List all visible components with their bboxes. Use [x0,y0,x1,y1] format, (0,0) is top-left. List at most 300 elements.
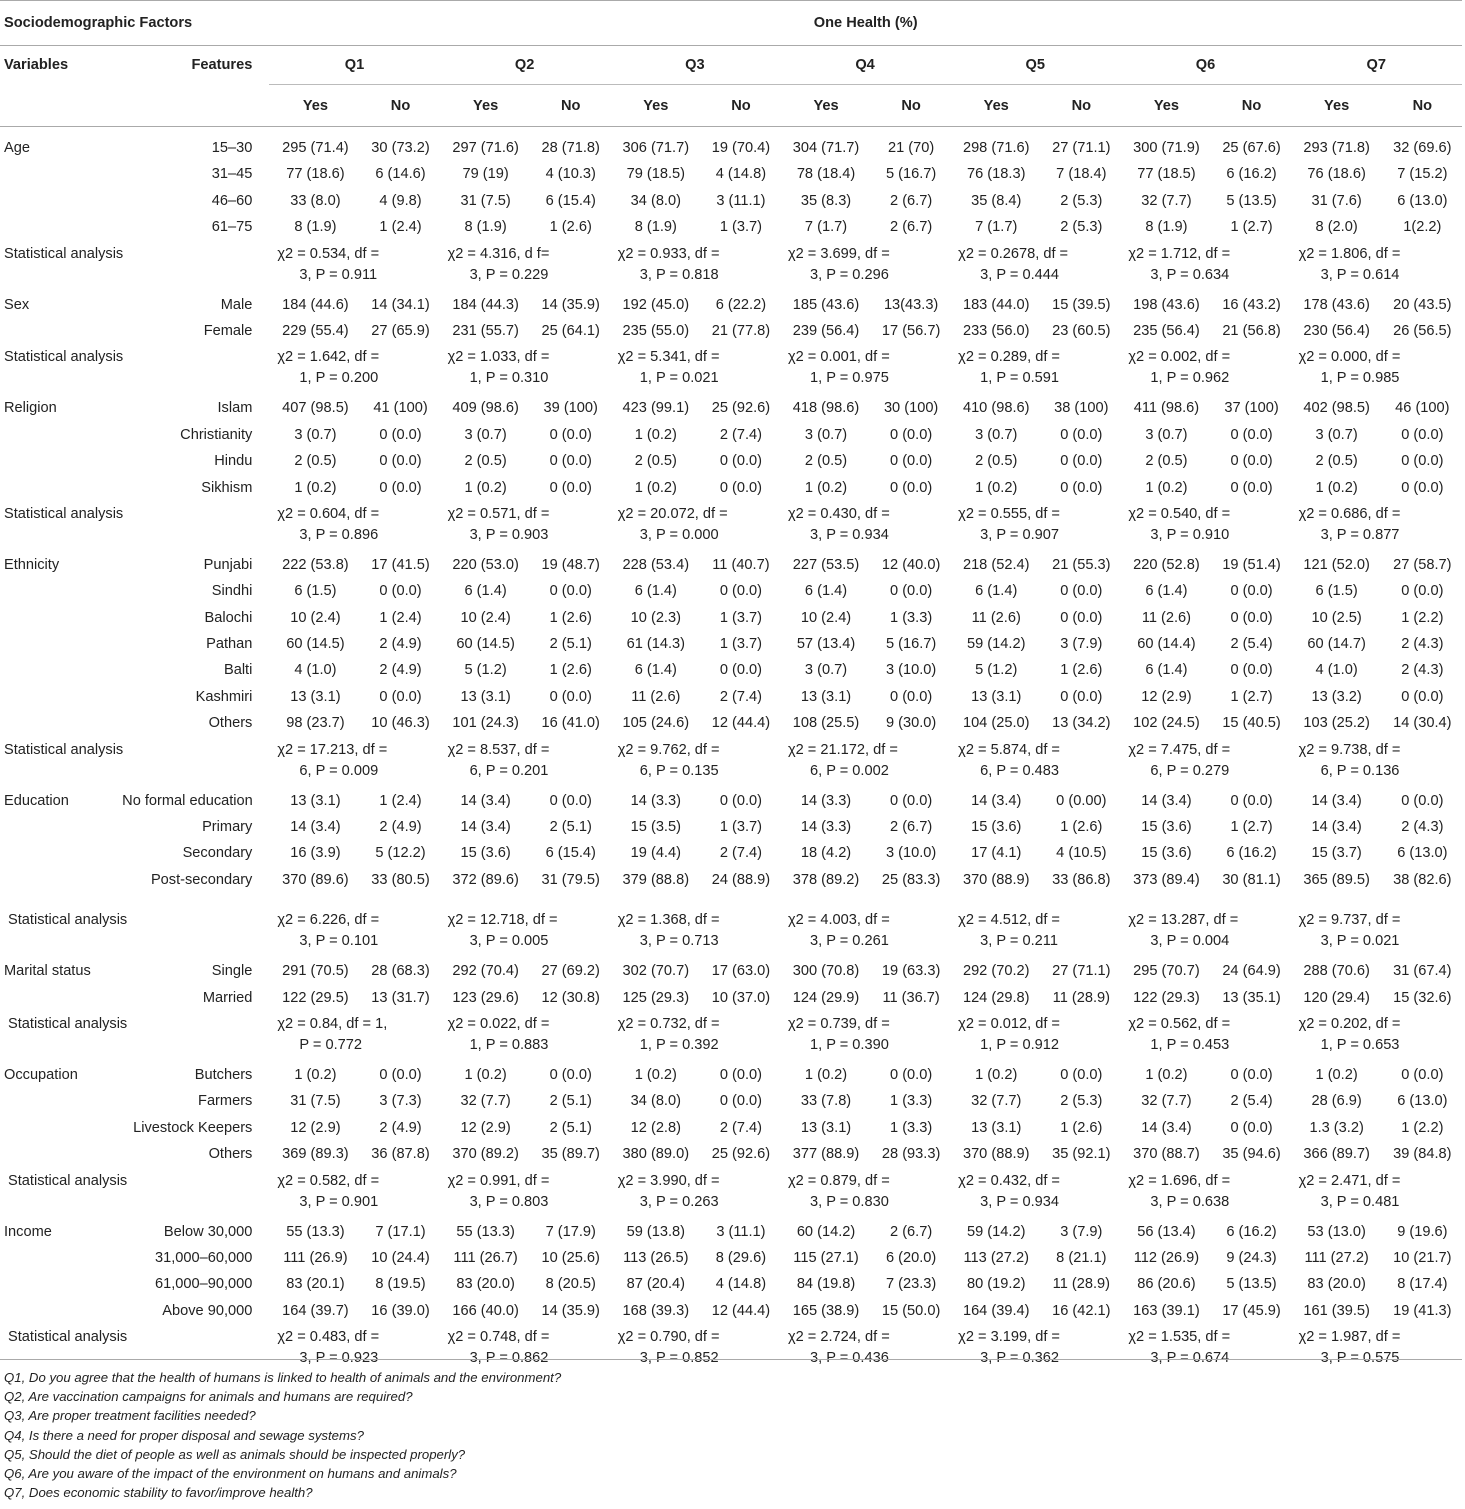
header-sociodemographic: Sociodemographic Factors [0,1,269,46]
chi-square-line: χ2 = 1.368, df = [617,912,720,929]
yes-value-cell: 60 (14.4) [1137,636,1196,653]
p-value-line: 3, P = 0.444 [980,266,1060,283]
yes-value-cell: 14 (3.4) [1311,792,1362,809]
p-value-line: 3, P = 0.934 [809,526,889,543]
p-value-line: 1, P = 0.883 [469,1036,549,1053]
variable-cell [0,318,122,344]
p-value-line: 3, P = 0.296 [809,266,889,283]
p-value-line: 6, P = 0.009 [299,762,379,779]
yes-value-cell: 11 (2.6) [631,688,681,705]
p-value-line: 3, P = 0.901 [299,1193,379,1210]
no-value-cell: 5 (13.5) [1226,192,1277,209]
p-value-line: 3, P = 0.923 [299,1350,379,1367]
yes-value-cell: 79 (18.5) [626,166,686,183]
yes-value-cell: 6 (1.4) [1145,662,1188,679]
variable-cell [0,475,122,501]
feature-cell: Single [211,963,253,980]
no-value-cell: 2 (7.4) [719,845,763,862]
chi-square-cell [1291,241,1462,292]
no-value-cell: 0 (0.0) [549,426,592,443]
no-value-cell: 6 (15.4) [545,192,596,209]
variable-cell: Ethnicity [4,556,60,573]
yes-value-cell: 1.3 (3.2) [1309,1119,1364,1136]
stat-row [0,737,1462,788]
chi-square-cell [269,907,439,958]
yes-value-cell: 295 (71.4) [282,140,349,156]
header-q2: Q2 [440,46,610,85]
no-value-cell: 25 (83.3) [881,871,941,888]
no-value-cell: 2 (5.4) [1230,1093,1273,1110]
no-value-cell: 6 (16.2) [1226,845,1277,862]
no-value-cell: 2 (5.3) [1060,1093,1103,1110]
yes-value-cell: 163 (39.1) [1133,1302,1200,1319]
header-no-q7: No [1383,85,1462,127]
no-value-cell: 2 (4.3) [1401,636,1444,653]
no-value-cell: 13(43.3) [883,296,939,313]
chi-square-cell [1120,907,1290,958]
yes-value-cell: 5 (1.2) [975,662,1018,679]
no-value-cell: 21 (55.3) [1052,556,1111,573]
no-value-cell: 0 (0.0) [1230,609,1273,626]
yes-value-cell: 1 (0.2) [1145,1066,1188,1083]
no-value-cell: 2 (7.4) [719,688,763,705]
yes-value-cell: 60 (14.5) [286,636,345,653]
no-value-cell: 5 (12.2) [375,845,426,862]
yes-value-cell: 1 (0.2) [804,479,848,496]
header-yes-q5: Yes [950,85,1042,127]
no-value-cell: 0 (0.0) [1060,426,1103,443]
no-value-cell: 1 (2.7) [1230,688,1273,705]
feature-cell: Secondary [182,845,253,862]
no-value-cell: 1 (2.2) [1401,1119,1444,1136]
yes-value-cell: 61 (14.3) [626,636,686,653]
yes-value-cell: 407 (98.5) [282,400,349,417]
yes-value-cell: 76 (18.3) [967,166,1026,183]
yes-value-cell: 31 (7.5) [460,192,511,209]
p-value-line: 1, P = 0.985 [1320,370,1400,387]
yes-value-cell: 227 (53.5) [792,556,860,573]
yes-value-cell: 410 (98.6) [962,400,1030,417]
header-no-q4: No [872,85,950,127]
yes-value-cell: 60 (14.2) [796,1223,856,1240]
feature-cell: No formal education [122,792,253,809]
yes-value-cell: 15 (3.7) [1311,845,1362,862]
yes-value-cell: 10 (2.4) [460,609,511,626]
chi-square-cell [610,907,780,958]
no-value-cell: 0 (0.0) [890,479,933,496]
no-value-cell: 39 (100) [543,400,598,417]
yes-value-cell: 3 (0.7) [804,662,848,679]
yes-value-cell: 14 (3.4) [460,819,511,836]
chi-square-line: χ2 = 7.475, df = [1128,741,1231,758]
yes-value-cell: 6 (1.4) [804,583,848,600]
yes-value-cell: 60 (14.7) [1307,636,1366,653]
footnote-q7: Q7, Does economic stability to favor/improve health? [4,1485,313,1501]
feature-cell: Balochi [204,609,253,626]
yes-value-cell: 235 (56.4) [1133,322,1200,339]
footnote-q2: Q2, Are vaccination campaigns for animals and humans are required? [4,1389,413,1405]
feature-cell: Sindhi [211,583,253,600]
yes-value-cell: 120 (29.4) [1303,989,1370,1006]
variable-cell [0,631,122,657]
chi-square-cell [610,241,780,292]
yes-value-cell: 380 (89.0) [622,1146,690,1163]
chi-square-cell [269,344,439,395]
no-value-cell: 0 (0.0) [1401,453,1444,470]
yes-value-cell: 83 (20.1) [286,1276,345,1293]
yes-value-cell: 15 (3.6) [1141,845,1192,862]
table-row [0,188,1462,214]
no-value-cell: 33 (86.8) [1052,871,1111,888]
stat-label: Statistical analysis [8,1172,128,1189]
chi-square-line: χ2 = 6.226, df = [277,912,380,929]
yes-value-cell: 124 (29.8) [962,989,1030,1006]
chi-square-cell [269,737,439,788]
no-value-cell: 3 (10.0) [885,662,937,679]
yes-value-cell: 295 (70.7) [1133,963,1200,980]
no-value-cell: 15 (50.0) [881,1302,941,1319]
no-value-cell: 8 (20.5) [545,1276,596,1293]
yes-value-cell: 5 (1.2) [464,662,507,679]
chi-square-cell [610,1168,780,1219]
variable-cell: Income [4,1223,52,1240]
no-value-cell: 0 (0.0) [890,453,933,470]
table-row [0,840,1462,866]
p-value-line: 1, P = 0.392 [639,1036,719,1053]
no-value-cell: 0 (0.0) [549,1066,592,1083]
no-value-cell: 1 (2.6) [549,662,592,679]
chi-square-line: χ2 = 0.879, df = [787,1172,890,1189]
table-row [0,318,1462,344]
chi-square-cell [440,1011,610,1062]
no-value-cell: 6 (16.2) [1226,1223,1277,1240]
yes-value-cell: 14 (3.4) [971,792,1022,809]
no-value-cell: 1 (2.4) [379,219,422,236]
p-value-line: 3, P = 0.614 [1320,266,1400,283]
feature-cell: Female [203,322,253,339]
p-value-line: 6, P = 0.279 [1150,762,1230,779]
feature-cell: Livestock Keepers [133,1119,253,1136]
p-value-line: 1, P = 0.962 [1150,370,1230,387]
header-yes-q6: Yes [1120,85,1212,127]
no-value-cell: 0 (0.00) [1056,792,1107,809]
no-value-cell: 5 (16.7) [885,166,937,183]
yes-value-cell: 2 (0.5) [464,453,507,470]
no-value-cell: 1 (3.7) [719,636,763,653]
stat-row [0,501,1462,552]
chi-square-cell [610,1324,780,1375]
yes-value-cell: 105 (24.6) [622,715,690,732]
no-value-cell: 10 (25.6) [541,1249,600,1266]
yes-value-cell: 231 (55.7) [452,322,519,339]
table-header [0,1,1462,127]
yes-value-cell: 293 (71.8) [1303,140,1370,156]
no-value-cell: 19 (48.7) [541,556,600,573]
yes-value-cell: 8 (2.0) [1315,219,1358,236]
yes-value-cell: 184 (44.6) [282,296,349,313]
no-value-cell: 10 (21.7) [1393,1249,1452,1266]
no-value-cell: 13 (35.1) [1222,989,1281,1006]
yes-value-cell: 229 (55.4) [282,322,349,339]
p-value-line: 3, P = 0.934 [980,1193,1060,1210]
yes-value-cell: 13 (3.2) [1311,688,1362,705]
p-value-line: 3, P = 0.674 [1150,1350,1230,1367]
table-body [0,127,1462,1376]
no-value-cell: 0 (0.0) [719,662,763,679]
no-value-cell: 2 (5.1) [549,1093,592,1110]
header-q3: Q3 [610,46,780,85]
chi-square-line: χ2 = 4.512, df = [958,912,1060,929]
yes-value-cell: 366 (89.7) [1303,1146,1370,1163]
no-value-cell: 2 (5.4) [1230,636,1273,653]
yes-value-cell: 14 (3.3) [800,792,852,809]
no-value-cell: 0 (0.0) [1230,426,1273,443]
no-value-cell: 2 (6.7) [890,819,933,836]
chi-square-line: χ2 = 0.432, df = [958,1172,1060,1189]
no-value-cell: 12 (40.0) [881,556,941,573]
no-value-cell: 17 (41.5) [371,556,430,573]
yes-value-cell: 4 (1.0) [294,662,337,679]
no-value-cell: 4 (10.3) [545,166,596,183]
no-value-cell: 0 (0.0) [549,688,592,705]
chi-square-cell [269,1011,439,1062]
variable-cell [0,985,122,1011]
variable-cell [0,1245,122,1271]
p-value-line: 6, P = 0.201 [469,762,549,779]
yes-value-cell: 112 (26.9) [1133,1249,1200,1266]
yes-value-cell: 15 (3.5) [630,819,681,836]
feature-cell: Below 30,000 [163,1223,253,1240]
no-value-cell: 17 (63.0) [711,963,771,980]
yes-value-cell: 164 (39.7) [282,1302,349,1319]
yes-value-cell: 306 (71.7) [622,140,690,156]
no-value-cell: 14 (30.4) [1393,715,1452,732]
p-value-line: 3, P = 0.903 [469,526,549,543]
header-variables: Variables [4,57,69,74]
p-value-line: 6, P = 0.135 [639,762,719,779]
yes-value-cell: 411 (98.6) [1133,400,1200,417]
no-value-cell: 2 (4.9) [379,636,422,653]
yes-value-cell: 1 (0.2) [464,479,507,496]
p-value-line: 1, P = 0.653 [1320,1036,1400,1053]
yes-value-cell: 185 (43.6) [792,296,860,313]
no-value-cell: 27 (71.1) [1052,140,1111,156]
no-value-cell: 1(2.2) [1403,219,1442,236]
no-value-cell: 7 (23.3) [885,1276,937,1293]
no-value-cell: 30 (73.2) [371,140,430,156]
stat-label: Statistical analysis [4,741,124,758]
chi-square-line: χ2 = 0.790, df = [617,1329,720,1346]
yes-value-cell: 10 (2.5) [1311,609,1362,626]
no-value-cell: 28 (93.3) [881,1146,941,1163]
table-row [0,657,1462,683]
table-row [0,867,1462,893]
yes-value-cell: 8 (1.9) [294,219,337,236]
p-value-line: 3, P = 0.229 [469,266,549,283]
table-row [0,395,1462,421]
yes-value-cell: 33 (7.8) [800,1093,852,1110]
yes-value-cell: 2 (0.5) [634,453,677,470]
yes-value-cell: 2 (0.5) [1145,453,1188,470]
chi-square-line: χ2 = 0.748, df = [447,1329,550,1346]
chi-square-cell [780,501,950,552]
no-value-cell: 35 (94.6) [1222,1146,1281,1163]
yes-value-cell: 98 (23.7) [286,715,345,732]
yes-value-cell: 13 (3.1) [460,688,511,705]
p-value-line: 3, P = 0.004 [1150,933,1230,950]
yes-value-cell: 32 (7.7) [460,1093,511,1110]
yes-value-cell: 8 (1.9) [634,219,677,236]
no-value-cell: 6 (14.6) [375,166,426,183]
chi-square-cell [440,737,610,788]
yes-value-cell: 166 (40.0) [452,1302,519,1319]
no-value-cell: 5 (13.5) [1226,1276,1277,1293]
p-value-line: 1, P = 0.591 [980,370,1060,387]
chi-square-cell [610,1011,780,1062]
p-value-line: 3, P = 0.261 [809,933,889,950]
feature-cell: 61,000–90,000 [154,1276,253,1293]
feature-cell: Sikhism [201,479,253,496]
chi-square-cell [269,1168,439,1219]
yes-value-cell: 1 (0.2) [294,479,337,496]
header-no-q2: No [532,85,610,127]
no-value-cell: 12 (44.4) [711,715,771,732]
yes-value-cell: 377 (88.9) [792,1146,860,1163]
yes-value-cell: 77 (18.6) [286,166,345,183]
chi-square-line: χ2 = 12.718, df = [447,912,558,929]
chi-square-line: χ2 = 4.316, d f= [447,245,550,262]
no-value-cell: 0 (0.0) [719,1066,763,1083]
yes-value-cell: 13 (3.1) [290,688,341,705]
chi-square-line: χ2 = 0.002, df = [1128,349,1231,366]
no-value-cell: 2 (6.7) [890,192,933,209]
no-value-cell: 38 (100) [1054,400,1109,417]
chi-square-line: χ2 = 1.696, df = [1128,1172,1231,1189]
table-row [0,985,1462,1011]
no-value-cell: 0 (0.0) [1401,426,1444,443]
header-yes-q2: Yes [440,85,532,127]
no-value-cell: 0 (0.0) [549,792,592,809]
table-row [0,422,1462,448]
no-value-cell: 14 (34.1) [371,296,430,313]
variable-cell [0,1271,122,1297]
feature-cell: Others [208,715,253,732]
table-row [0,631,1462,657]
feature-cell: Kashmiri [195,688,253,705]
no-value-cell: 26 (56.5) [1393,322,1452,339]
feature-cell: Hindu [214,453,253,470]
no-value-cell: 14 (35.9) [541,1302,600,1319]
chi-square-line: χ2 = 4.003, df = [787,912,890,929]
variable-cell: Occupation [4,1066,78,1083]
table-row [0,684,1462,710]
yes-value-cell: 122 (29.3) [1133,989,1200,1006]
no-value-cell: 1 (2.6) [1060,1119,1103,1136]
chi-square-cell [1120,241,1290,292]
chi-square-cell [950,1168,1120,1219]
no-value-cell: 0 (0.0) [890,583,933,600]
no-value-cell: 4 (9.8) [379,192,422,209]
yes-value-cell: 14 (3.3) [630,792,681,809]
no-value-cell: 21 (56.8) [1222,322,1281,339]
yes-value-cell: 108 (25.5) [792,715,860,732]
no-value-cell: 28 (71.8) [541,140,600,156]
chi-square-line: χ2 = 13.287, df = [1128,912,1239,929]
no-value-cell: 1 (2.4) [379,609,422,626]
no-value-cell: 11 (36.7) [882,989,940,1006]
yes-value-cell: 233 (56.0) [962,322,1030,339]
no-value-cell: 10 (24.4) [371,1249,430,1266]
chi-square-cell [1291,344,1462,395]
chi-square-line: χ2 = 0.202, df = [1298,1015,1401,1032]
chi-square-line: χ2 = 0.84, df = 1, [277,1015,388,1032]
p-value-line: 3, P = 0.830 [809,1193,889,1210]
yes-value-cell: 56 (13.4) [1137,1223,1196,1240]
chi-square-line: χ2 = 0.483, df = [277,1329,380,1346]
yes-value-cell: 1 (0.2) [804,1066,848,1083]
yes-value-cell: 370 (89.2) [452,1146,519,1163]
p-value-line: 3, P = 0.575 [1320,1350,1400,1367]
yes-value-cell: 84 (19.8) [796,1276,856,1293]
yes-value-cell: 6 (1.4) [1145,583,1188,600]
yes-value-cell: 292 (70.4) [452,963,519,980]
no-value-cell: 0 (0.0) [1230,1119,1273,1136]
no-value-cell: 3 (7.3) [379,1093,422,1110]
yes-value-cell: 297 (71.6) [452,140,519,156]
chi-square-line: χ2 = 0.2678, df = [958,245,1069,262]
yes-value-cell: 192 (45.0) [622,296,690,313]
yes-value-cell: 14 (3.4) [1141,792,1192,809]
chi-square-line: χ2 = 0.604, df = [277,505,380,522]
no-value-cell: 19 (51.4) [1222,556,1281,573]
no-value-cell: 0 (0.0) [719,792,763,809]
yes-value-cell: 2 (0.5) [294,453,337,470]
no-value-cell: 2 (5.3) [1060,219,1103,236]
p-value-line: 3, P = 0.907 [980,526,1060,543]
variable-cell [0,867,122,893]
header-q7: Q7 [1291,46,1462,85]
yes-value-cell: 3 (0.7) [294,426,337,443]
yes-value-cell: 76 (18.6) [1307,166,1366,183]
chi-square-cell [1120,1011,1290,1062]
yes-value-cell: 165 (38.9) [792,1302,860,1319]
stat-label: Statistical analysis [4,245,124,262]
chi-square-cell [950,344,1120,395]
yes-value-cell: 15 (3.6) [1141,819,1192,836]
chi-square-line: χ2 = 20.072, df = [617,505,728,522]
no-value-cell: 0 (0.0) [379,583,422,600]
no-value-cell: 7 (18.4) [1056,166,1107,183]
yes-value-cell: 12 (2.9) [1141,688,1192,705]
yes-value-cell: 10 (2.4) [290,609,341,626]
p-value-line: 1, P = 0.310 [469,370,549,387]
chi-square-line: χ2 = 0.534, df = [277,245,380,262]
yes-value-cell: 12 (2.8) [630,1119,681,1136]
p-value-line: 3, P = 0.005 [469,933,549,950]
no-value-cell: 9 (24.3) [1226,1249,1277,1266]
yes-value-cell: 102 (24.5) [1133,715,1200,732]
yes-value-cell: 59 (14.2) [967,1223,1026,1240]
chi-square-cell [1291,737,1462,788]
no-value-cell: 2 (4.3) [1401,819,1444,836]
yes-value-cell: 370 (89.6) [282,871,349,888]
no-value-cell: 24 (64.9) [1222,963,1281,980]
yes-value-cell: 1 (0.2) [975,479,1018,496]
no-value-cell: 21 (70) [888,140,935,156]
yes-value-cell: 35 (8.3) [800,192,852,209]
p-value-line: 1, P = 0.912 [980,1036,1060,1053]
no-value-cell: 16 (39.0) [371,1302,430,1319]
